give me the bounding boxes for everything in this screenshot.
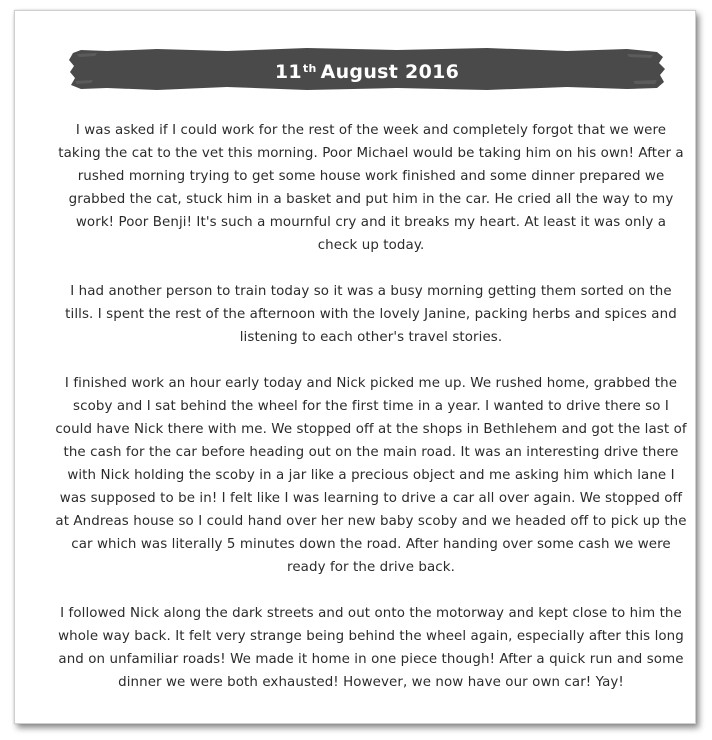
entry-paragraph: I had another person to train today so it was a busy morning getting them sorted on the tills. I spent the rest of the afternoon with the lovely Janine, packing herbs and spices and listening to each other's travel stories.: [65, 284, 677, 345]
journal-card: [14, 10, 696, 724]
entry-paragraph: I followed Nick along the dark streets and out onto the motorway and kept close to him the whole way back. It felt very strange being behind the wheel again, especially after this long and on unfamiliar roads! We made it home in one piece though! After a quick run and some dinner we were both exhausted! However, we now have our own car! Yay!: [58, 606, 684, 690]
date-banner: [67, 45, 667, 93]
date-suffix: th: [302, 62, 317, 75]
entry-date: [67, 45, 667, 93]
entry-paragraph: I finished work an hour early today and Nick picked me up. We rushed home, grabbed the scoby and I sat behind the wheel for the first time in a year. I wanted to drive there so I could have Nick there with me. We stopped off at the shops in Bethlehem and got the last of the cash for the car before heading out on the main road. It was an interesting drive there with Nick holding the scoby in a jar like a precious object and me asking him which lane I was supposed to be in! I felt like I was learning to drive a car all over again. We stopped off at Andreas house so I could hand over her new baby scoby and we headed off to pick up the car which was literally 5 minutes down the road. After handing over some cash we were ready for the drive back.: [55, 376, 687, 575]
entry-body: [55, 119, 687, 717]
entry-paragraph: I was asked if I could work for the rest of the week and completely forgot that we were taking the cat to the vet this morning. Poor Michael would be taking him on his own! After a rushed morning trying to get some house work finished and some dinner prepared we grabbed the cat, stuck him in a basket and put him in the car. He cried all the way to my work! Poor Benji! It's such a mournful cry and it breaks my heart. At least it was only a check up today.: [58, 123, 684, 253]
date-day: 11: [274, 61, 302, 83]
date-month-year: August 2016: [320, 61, 460, 83]
